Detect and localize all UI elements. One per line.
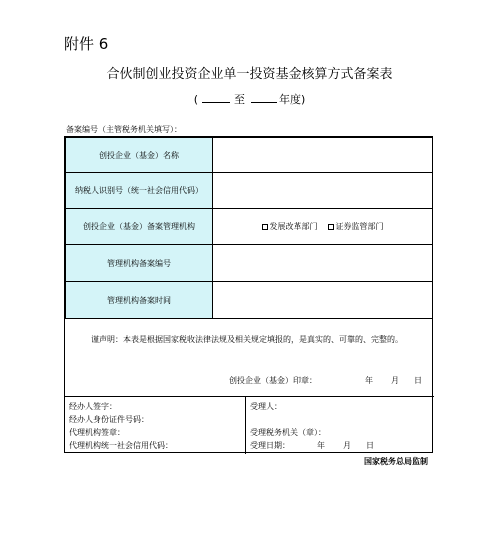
manager-filing-number-label: 管理机构备案编号	[65, 244, 213, 282]
registration-authority-label: 创投企业（基金）备案管理机构	[65, 208, 213, 245]
agency-credit-code: 代理机构统一社会信用代码：	[69, 441, 173, 450]
filing-table	[64, 136, 433, 453]
handler-signature: 经办人签字：	[69, 402, 117, 411]
option-ndrc[interactable]: 发展改革部门	[262, 221, 318, 232]
seal-year: 年	[365, 376, 373, 385]
declaration-text: 谨声明：本表是根据国家税收法律法规及相关规定填报的，是真实的、可靠的、完整的。	[91, 335, 403, 344]
start-year-blank[interactable]	[202, 102, 230, 103]
filing-number-note: 备案编号（主管税务机关填写）：	[66, 125, 182, 134]
receiving-month: 月	[343, 441, 351, 450]
checkbox-icon	[262, 224, 268, 230]
option-csrc[interactable]: 证券监管部门	[328, 221, 384, 232]
manager-filing-number-field[interactable]	[212, 244, 433, 282]
taxpayer-id-field[interactable]	[212, 172, 433, 209]
receiving-year: 年	[317, 441, 325, 450]
receiving-day: 日	[366, 441, 374, 450]
seal-month: 月	[391, 376, 399, 385]
fund-name-label: 创投企业（基金）名称	[65, 137, 213, 173]
handler-id-number: 经办人身份证件号码：	[69, 415, 149, 424]
period-to: 至	[234, 93, 245, 106]
seal-day: 日	[414, 376, 422, 385]
taxpayer-id-label: 纳税人识别号（统一社会信用代码）	[65, 172, 213, 209]
agency-seal: 代理机构签章：	[69, 428, 125, 437]
receiving-date-label: 受理日期：	[250, 441, 290, 450]
fund-name-field[interactable]	[212, 137, 433, 173]
attachment-number: 附件 6	[64, 35, 109, 53]
receiving-authority-label: 受理税务机关（章）：	[250, 428, 326, 437]
checkbox-icon	[328, 224, 334, 230]
registration-authority-options	[212, 208, 433, 245]
issuing-authority: 国家税务总局监制	[364, 457, 428, 466]
form-title: 合伙制创业投资企业单一投资基金核算方式备案表	[106, 67, 393, 82]
period-line	[0, 91, 499, 107]
manager-filing-time-field[interactable]	[212, 281, 433, 319]
bottom-column-divider	[245, 396, 246, 454]
seal-label: 创投企业（基金）印章：	[229, 376, 317, 385]
period-open: (	[193, 93, 198, 106]
receiver-label: 受理人：	[250, 402, 282, 411]
end-year-blank[interactable]	[251, 102, 277, 103]
manager-filing-time-label: 管理机构备案时间	[65, 281, 213, 319]
period-year: 年度)	[279, 93, 306, 106]
bottom-divider	[65, 396, 434, 397]
